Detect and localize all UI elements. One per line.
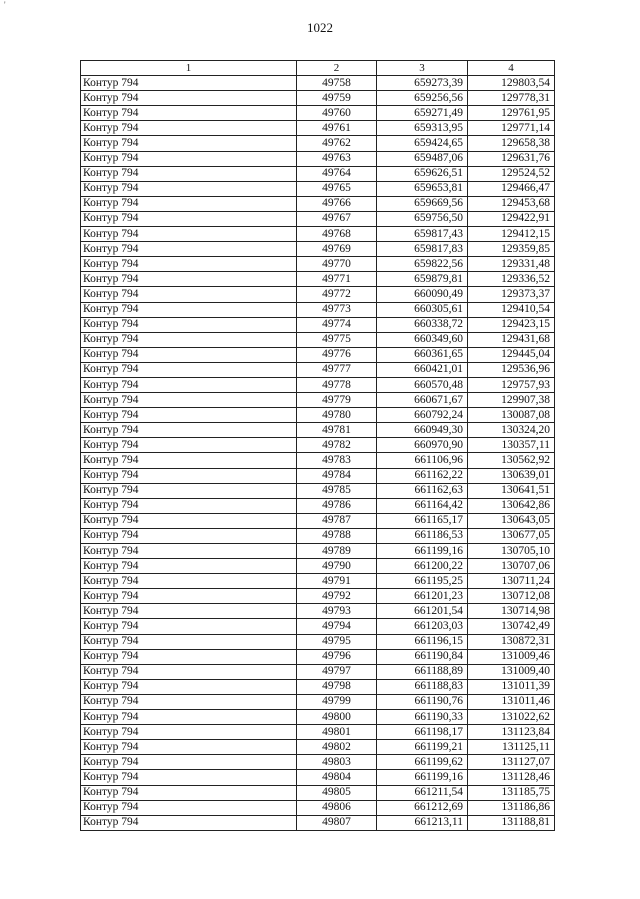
point-number-cell: 49790 — [297, 559, 377, 574]
x-coordinate-cell: 659817,43 — [377, 227, 468, 242]
table-row — [81, 196, 555, 211]
contour-name-cell: Контур 794 — [81, 453, 297, 468]
contour-name-cell: Контур 794 — [81, 664, 297, 679]
x-coordinate-cell: 659817,83 — [377, 242, 468, 257]
x-coordinate-cell: 661199,62 — [377, 755, 468, 770]
table-row — [81, 559, 555, 574]
table-row — [81, 393, 555, 408]
contour-name-cell: Контур 794 — [81, 242, 297, 257]
point-number-cell: 49765 — [297, 181, 377, 196]
x-coordinate-cell: 659653,81 — [377, 181, 468, 196]
y-coordinate-cell: 129778,31 — [468, 91, 555, 106]
x-coordinate-cell: 659273,39 — [377, 76, 468, 91]
x-coordinate-cell: 661190,76 — [377, 694, 468, 709]
contour-name-cell: Контур 794 — [81, 770, 297, 785]
point-number-cell: 49791 — [297, 574, 377, 589]
x-coordinate-cell: 661199,16 — [377, 544, 468, 559]
contour-name-cell: Контур 794 — [81, 725, 297, 740]
contour-name-cell: Контур 794 — [81, 604, 297, 619]
table-row — [81, 710, 555, 725]
contour-name-cell: Контур 794 — [81, 513, 297, 528]
point-number-cell: 49787 — [297, 513, 377, 528]
y-coordinate-cell: 131011,39 — [468, 679, 555, 694]
y-coordinate-cell: 129907,38 — [468, 393, 555, 408]
contour-name-cell: Контур 794 — [81, 317, 297, 332]
table-row — [81, 800, 555, 815]
table-row — [81, 740, 555, 755]
x-coordinate-cell: 661190,33 — [377, 710, 468, 725]
x-coordinate-cell: 661162,22 — [377, 468, 468, 483]
y-coordinate-cell: 129466,47 — [468, 181, 555, 196]
y-coordinate-cell: 130087,08 — [468, 408, 555, 423]
point-number-cell: 49796 — [297, 649, 377, 664]
contour-name-cell: Контур 794 — [81, 257, 297, 272]
contour-name-cell: Контур 794 — [81, 121, 297, 136]
x-coordinate-cell: 660338,72 — [377, 317, 468, 332]
point-number-cell: 49795 — [297, 634, 377, 649]
point-number-cell: 49799 — [297, 694, 377, 709]
point-number-cell: 49784 — [297, 468, 377, 483]
table-row — [81, 513, 555, 528]
y-coordinate-cell: 129359,85 — [468, 242, 555, 257]
x-coordinate-cell: 659822,56 — [377, 257, 468, 272]
point-number-cell: 49774 — [297, 317, 377, 332]
point-number-cell: 49771 — [297, 272, 377, 287]
x-coordinate-cell: 660361,65 — [377, 347, 468, 362]
y-coordinate-cell: 131009,46 — [468, 649, 555, 664]
contour-name-cell: Контур 794 — [81, 498, 297, 513]
x-coordinate-cell: 660349,60 — [377, 332, 468, 347]
point-number-cell: 49763 — [297, 151, 377, 166]
contour-name-cell: Контур 794 — [81, 211, 297, 226]
table-row — [81, 181, 555, 196]
x-coordinate-cell: 661199,21 — [377, 740, 468, 755]
x-coordinate-cell: 661188,89 — [377, 664, 468, 679]
point-number-cell: 49768 — [297, 227, 377, 242]
table-row — [81, 227, 555, 242]
contour-name-cell: Контур 794 — [81, 589, 297, 604]
x-coordinate-cell: 661195,25 — [377, 574, 468, 589]
table-row — [81, 287, 555, 302]
table-row — [81, 302, 555, 317]
point-number-cell: 49806 — [297, 800, 377, 815]
point-number-cell: 49775 — [297, 332, 377, 347]
point-number-cell: 49762 — [297, 136, 377, 151]
x-coordinate-cell: 660792,24 — [377, 408, 468, 423]
y-coordinate-cell: 129761,95 — [468, 106, 555, 121]
contour-name-cell: Контур 794 — [81, 408, 297, 423]
contour-name-cell: Контур 794 — [81, 438, 297, 453]
x-coordinate-cell: 660305,61 — [377, 302, 468, 317]
y-coordinate-cell: 129373,37 — [468, 287, 555, 302]
point-number-cell: 49779 — [297, 393, 377, 408]
point-number-cell: 49797 — [297, 664, 377, 679]
x-coordinate-cell: 661212,69 — [377, 800, 468, 815]
y-coordinate-cell: 130641,51 — [468, 483, 555, 498]
table-row — [81, 272, 555, 287]
x-coordinate-cell: 660970,90 — [377, 438, 468, 453]
y-coordinate-cell: 129445,04 — [468, 347, 555, 362]
table-row — [81, 106, 555, 121]
table-row — [81, 242, 555, 257]
contour-name-cell: Контур 794 — [81, 649, 297, 664]
x-coordinate-cell: 661201,54 — [377, 604, 468, 619]
corner-mark: ' — [4, 0, 6, 10]
column-header: 2 — [297, 61, 377, 76]
x-coordinate-cell: 659626,51 — [377, 166, 468, 181]
x-coordinate-cell: 661190,84 — [377, 649, 468, 664]
contour-name-cell: Контур 794 — [81, 528, 297, 543]
x-coordinate-cell: 659256,56 — [377, 91, 468, 106]
contour-name-cell: Контур 794 — [81, 227, 297, 242]
x-coordinate-cell: 660671,67 — [377, 393, 468, 408]
contour-name-cell: Контур 794 — [81, 287, 297, 302]
y-coordinate-cell: 129524,52 — [468, 166, 555, 181]
point-number-cell: 49803 — [297, 755, 377, 770]
x-coordinate-cell: 661164,42 — [377, 498, 468, 513]
point-number-cell: 49802 — [297, 740, 377, 755]
x-coordinate-cell: 661162,63 — [377, 483, 468, 498]
contour-name-cell: Контур 794 — [81, 91, 297, 106]
table-row — [81, 679, 555, 694]
table-row — [81, 634, 555, 649]
y-coordinate-cell: 131009,40 — [468, 664, 555, 679]
point-number-cell: 49758 — [297, 76, 377, 91]
table-header-row — [81, 61, 555, 76]
point-number-cell: 49793 — [297, 604, 377, 619]
table-row — [81, 483, 555, 498]
table-row — [81, 166, 555, 181]
x-coordinate-cell: 661199,16 — [377, 770, 468, 785]
table-row — [81, 544, 555, 559]
table-row — [81, 755, 555, 770]
column-header: 1 — [81, 61, 297, 76]
x-coordinate-cell: 659756,50 — [377, 211, 468, 226]
y-coordinate-cell: 131011,46 — [468, 694, 555, 709]
contour-name-cell: Контур 794 — [81, 362, 297, 377]
contour-name-cell: Контур 794 — [81, 196, 297, 211]
contour-name-cell: Контур 794 — [81, 815, 297, 830]
table-row — [81, 317, 555, 332]
y-coordinate-cell: 131188,81 — [468, 815, 555, 830]
contour-name-cell: Контур 794 — [81, 468, 297, 483]
contour-name-cell: Контур 794 — [81, 634, 297, 649]
contour-name-cell: Контур 794 — [81, 559, 297, 574]
table-row — [81, 76, 555, 91]
table-row — [81, 257, 555, 272]
point-number-cell: 49766 — [297, 196, 377, 211]
y-coordinate-cell: 129412,15 — [468, 227, 555, 242]
y-coordinate-cell: 130742,49 — [468, 619, 555, 634]
contour-name-cell: Контур 794 — [81, 106, 297, 121]
point-number-cell: 49777 — [297, 362, 377, 377]
table-row — [81, 694, 555, 709]
contour-name-cell: Контур 794 — [81, 332, 297, 347]
y-coordinate-cell: 129423,15 — [468, 317, 555, 332]
point-number-cell: 49794 — [297, 619, 377, 634]
y-coordinate-cell: 129771,14 — [468, 121, 555, 136]
y-coordinate-cell: 129422,91 — [468, 211, 555, 226]
table-row — [81, 362, 555, 377]
point-number-cell: 49764 — [297, 166, 377, 181]
point-number-cell: 49760 — [297, 106, 377, 121]
y-coordinate-cell: 131128,46 — [468, 770, 555, 785]
contour-name-cell: Контур 794 — [81, 76, 297, 91]
table-row — [81, 151, 555, 166]
contour-name-cell: Контур 794 — [81, 151, 297, 166]
x-coordinate-cell: 661213,11 — [377, 815, 468, 830]
y-coordinate-cell: 130357,11 — [468, 438, 555, 453]
table-row — [81, 574, 555, 589]
x-coordinate-cell: 659669,56 — [377, 196, 468, 211]
x-coordinate-cell: 660570,48 — [377, 377, 468, 392]
contour-name-cell: Контур 794 — [81, 272, 297, 287]
y-coordinate-cell: 129631,76 — [468, 151, 555, 166]
y-coordinate-cell: 130705,10 — [468, 544, 555, 559]
table-row — [81, 211, 555, 226]
table-row — [81, 377, 555, 392]
x-coordinate-cell: 660949,30 — [377, 423, 468, 438]
x-coordinate-cell: 661200,22 — [377, 559, 468, 574]
y-coordinate-cell: 130677,05 — [468, 528, 555, 543]
y-coordinate-cell: 129331,48 — [468, 257, 555, 272]
contour-name-cell: Контур 794 — [81, 785, 297, 800]
table-row — [81, 121, 555, 136]
table-row — [81, 498, 555, 513]
point-number-cell: 49767 — [297, 211, 377, 226]
x-coordinate-cell: 661106,96 — [377, 453, 468, 468]
coordinates-table — [80, 60, 555, 831]
contour-name-cell: Контур 794 — [81, 740, 297, 755]
table-row — [81, 589, 555, 604]
point-number-cell: 49788 — [297, 528, 377, 543]
point-number-cell: 49805 — [297, 785, 377, 800]
y-coordinate-cell: 130324,20 — [468, 423, 555, 438]
contour-name-cell: Контур 794 — [81, 136, 297, 151]
contour-name-cell: Контур 794 — [81, 423, 297, 438]
point-number-cell: 49776 — [297, 347, 377, 362]
x-coordinate-cell: 659313,95 — [377, 121, 468, 136]
x-coordinate-cell: 661186,53 — [377, 528, 468, 543]
contour-name-cell: Контур 794 — [81, 347, 297, 362]
point-number-cell: 49804 — [297, 770, 377, 785]
point-number-cell: 49801 — [297, 725, 377, 740]
contour-name-cell: Контур 794 — [81, 483, 297, 498]
point-number-cell: 49773 — [297, 302, 377, 317]
contour-name-cell: Контур 794 — [81, 755, 297, 770]
point-number-cell: 49798 — [297, 679, 377, 694]
x-coordinate-cell: 661198,17 — [377, 725, 468, 740]
contour-name-cell: Контур 794 — [81, 181, 297, 196]
point-number-cell: 49769 — [297, 242, 377, 257]
x-coordinate-cell: 660090,49 — [377, 287, 468, 302]
y-coordinate-cell: 129431,68 — [468, 332, 555, 347]
table-row — [81, 528, 555, 543]
y-coordinate-cell: 129803,54 — [468, 76, 555, 91]
y-coordinate-cell: 131186,86 — [468, 800, 555, 815]
y-coordinate-cell: 130643,05 — [468, 513, 555, 528]
contour-name-cell: Контур 794 — [81, 544, 297, 559]
contour-name-cell: Контур 794 — [81, 574, 297, 589]
table-row — [81, 136, 555, 151]
point-number-cell: 49786 — [297, 498, 377, 513]
table-row — [81, 453, 555, 468]
table-row — [81, 438, 555, 453]
y-coordinate-cell: 129410,54 — [468, 302, 555, 317]
contour-name-cell: Контур 794 — [81, 619, 297, 634]
x-coordinate-cell: 661203,03 — [377, 619, 468, 634]
column-header: 3 — [377, 61, 468, 76]
table-row — [81, 604, 555, 619]
table-row — [81, 725, 555, 740]
table-row — [81, 91, 555, 106]
y-coordinate-cell: 129336,52 — [468, 272, 555, 287]
y-coordinate-cell: 131185,75 — [468, 785, 555, 800]
table-row — [81, 664, 555, 679]
table-row — [81, 408, 555, 423]
y-coordinate-cell: 130639,01 — [468, 468, 555, 483]
x-coordinate-cell: 659879,81 — [377, 272, 468, 287]
contour-name-cell: Контур 794 — [81, 710, 297, 725]
point-number-cell: 49772 — [297, 287, 377, 302]
table-row — [81, 770, 555, 785]
x-coordinate-cell: 659487,06 — [377, 151, 468, 166]
table-row — [81, 649, 555, 664]
x-coordinate-cell: 661211,54 — [377, 785, 468, 800]
point-number-cell: 49785 — [297, 483, 377, 498]
y-coordinate-cell: 131127,07 — [468, 755, 555, 770]
y-coordinate-cell: 130712,08 — [468, 589, 555, 604]
column-header: 4 — [468, 61, 555, 76]
point-number-cell: 49781 — [297, 423, 377, 438]
point-number-cell: 49792 — [297, 589, 377, 604]
table-row — [81, 347, 555, 362]
point-number-cell: 49800 — [297, 710, 377, 725]
y-coordinate-cell: 130642,86 — [468, 498, 555, 513]
y-coordinate-cell: 130711,24 — [468, 574, 555, 589]
point-number-cell: 49770 — [297, 257, 377, 272]
y-coordinate-cell: 129658,38 — [468, 136, 555, 151]
contour-name-cell: Контур 794 — [81, 166, 297, 181]
table-row — [81, 785, 555, 800]
contour-name-cell: Контур 794 — [81, 377, 297, 392]
y-coordinate-cell: 129536,96 — [468, 362, 555, 377]
x-coordinate-cell: 661201,23 — [377, 589, 468, 604]
y-coordinate-cell: 129757,93 — [468, 377, 555, 392]
x-coordinate-cell: 661196,15 — [377, 634, 468, 649]
y-coordinate-cell: 131123,84 — [468, 725, 555, 740]
point-number-cell: 49759 — [297, 91, 377, 106]
contour-name-cell: Контур 794 — [81, 694, 297, 709]
y-coordinate-cell: 131022,62 — [468, 710, 555, 725]
contour-name-cell: Контур 794 — [81, 800, 297, 815]
table-row — [81, 815, 555, 830]
point-number-cell: 49782 — [297, 438, 377, 453]
table-body — [81, 76, 555, 831]
point-number-cell: 49783 — [297, 453, 377, 468]
point-number-cell: 49789 — [297, 544, 377, 559]
table-row — [81, 423, 555, 438]
y-coordinate-cell: 130714,98 — [468, 604, 555, 619]
page-number: 1022 — [307, 20, 333, 35]
contour-name-cell: Контур 794 — [81, 393, 297, 408]
table-row — [81, 619, 555, 634]
x-coordinate-cell: 661165,17 — [377, 513, 468, 528]
x-coordinate-cell: 660421,01 — [377, 362, 468, 377]
y-coordinate-cell: 130562,92 — [468, 453, 555, 468]
table-row — [81, 468, 555, 483]
x-coordinate-cell: 659424,65 — [377, 136, 468, 151]
contour-name-cell: Контур 794 — [81, 679, 297, 694]
x-coordinate-cell: 661188,83 — [377, 679, 468, 694]
point-number-cell: 49761 — [297, 121, 377, 136]
contour-name-cell: Контур 794 — [81, 302, 297, 317]
y-coordinate-cell: 130872,31 — [468, 634, 555, 649]
point-number-cell: 49780 — [297, 408, 377, 423]
y-coordinate-cell: 129453,68 — [468, 196, 555, 211]
y-coordinate-cell: 130707,06 — [468, 559, 555, 574]
table-row — [81, 332, 555, 347]
point-number-cell: 49778 — [297, 377, 377, 392]
point-number-cell: 49807 — [297, 815, 377, 830]
x-coordinate-cell: 659271,49 — [377, 106, 468, 121]
y-coordinate-cell: 131125,11 — [468, 740, 555, 755]
